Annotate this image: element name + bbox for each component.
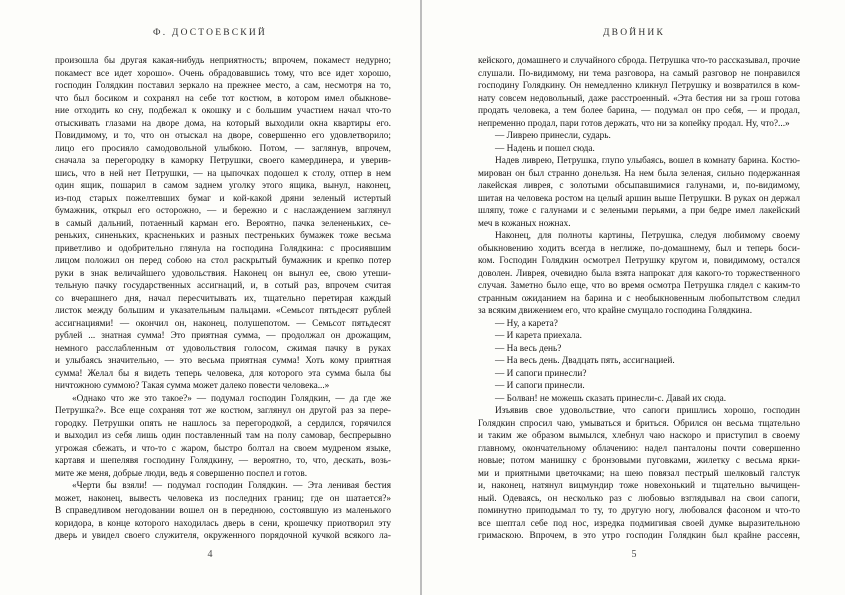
text-line: «Черти бы взяли! — подумал господин Голядкин. — Эта ленивая бестия xyxy=(72,481,391,491)
text-line: из-под старых пожелтевших бумаг и кой-какой дряни зеленый истертый xyxy=(55,193,391,204)
text-line: — На весь день? xyxy=(495,343,562,354)
text-line: — Ну, а карета? xyxy=(495,318,558,329)
text-line: — И сапоги принесли. xyxy=(495,381,585,391)
text-line: угрожая сбежать, и что-то с жаром, быстро болтал на своем мудреном языке, xyxy=(55,443,391,454)
text-line: — И сапоги принесли? xyxy=(495,368,587,379)
text-line: шись, что в ней нет Петрушки, — на цыпочках подошел к столу, отпер в нем xyxy=(55,168,391,179)
text-line: главному, окончательному облачению: надел панталоны почти совершенно xyxy=(478,443,800,454)
text-line: отыскивать глазами на дворе дома, на который выходили окна квартиры его. xyxy=(55,118,391,129)
text-line: ассигнациями! — окончил он, наконец, полушепотом. — Семьсот пятьдесят xyxy=(55,318,391,329)
text-line: мите же меня, добрые люди, ведь я совершенно поспел и готов. xyxy=(55,468,308,479)
text-line: «Однако что же это такое?» — подумал господин Голядкин, — да где же xyxy=(72,393,391,404)
text-line: ми и приятными цветочками; на шею повязал пестрый шелковый галстук xyxy=(478,468,800,479)
text-line: ние отходить ко сну, подбежал к окошку и с большим участием начал что-то xyxy=(55,106,391,116)
text-line: Петрушка?». Все еще сохраняя тот же костюм, заглянул он другой раз за пере- xyxy=(55,406,391,416)
text-line: кейского, домашнего и случайного сброда. Петрушка что-то рассказывал, прочие xyxy=(478,56,800,66)
text-line: непременно продал, пари готов держать, что ни за копейку продал. Ну, что?...» xyxy=(478,118,790,129)
text-line: — Ливрею принесли, сударь. xyxy=(495,131,611,141)
text-line: сначала за перегородку в каморку Петрушки, своего камердинера, и уверив- xyxy=(55,156,391,166)
text-line: мирован он был странно донельзя. На нем была зеленая, сильно подержанная xyxy=(478,168,800,179)
text-line: В справедливом негодовании вошел он в переднюю, состоявшую из маленького xyxy=(55,506,391,516)
text-line: все шептал себе под нос, изредка подмигивая своей думке выразительною xyxy=(478,518,800,529)
text-line: новые; потом манишку с бронзовыми пуговками, жилетку с весьма ярки- xyxy=(478,456,800,466)
text-line: в самый дальний, потаенный карман его. Вероятно, пачка зелененьких, се- xyxy=(55,218,391,229)
text-block xyxy=(55,55,391,543)
text-line: реньких, синеньких, красненьких и разных пестреньких бумажек тоже весьма xyxy=(55,231,391,241)
text-line: Голядкин спросил чаю, умываться и бриться. Обрился он весьма тщательно xyxy=(478,418,800,429)
text-line: что был босиком и сохранял на себе тот костюм, в котором имел обыкнове- xyxy=(55,93,391,104)
text-line: Изъявив свое удовольствие, что сапоги пришлись хорошо, господин xyxy=(495,406,800,416)
text-line: Наконец, для полноты картины, Петрушка, следуя любимому своему xyxy=(495,231,800,241)
running-header-title: ДВОЙНИК xyxy=(603,28,665,38)
text-line: и, наконец, натянул вицмундир тоже новехонький и тщательно вычищен- xyxy=(478,481,800,491)
text-line: картавя и шепелявя господину Голядкину, — вероятно, то, что, дескать, возь- xyxy=(55,456,391,466)
text-line: со вчерашнего дня, начал пересчитывать их, тщательно перетирая каждый xyxy=(55,293,391,304)
text-line: — Надень и пошел сюда. xyxy=(495,143,595,154)
text-line: может, наконец, вывесть человека из последних границ; где он шатается?» xyxy=(55,493,391,504)
page-right xyxy=(423,0,845,595)
text-line: руки в знак величайшего удовольствия. Наконец он вынул ее, свою утеши- xyxy=(55,268,391,279)
text-line: ком. Господин Голядкин осмотрел Петрушку кругом и, повидимому, остался xyxy=(478,256,800,266)
text-line: шляпу, тоже с галунами и с зелеными перьями, а при бедре имел лакейский xyxy=(478,206,800,216)
text-line: приветливо и одобрительно глянула на господина Голядкина: с просиявшим xyxy=(55,243,391,254)
page-number: 5 xyxy=(631,549,637,560)
text-line: — Болван! не можешь сказать принесли-с. Давай их сюда. xyxy=(495,393,727,404)
text-line: ный. Одеваясь, он несколько раз с любовью взглядывал на свои сапоги, xyxy=(478,493,800,504)
text-line: один ящик, пошарил в самом заднем уголку этого ящика, вынул, наконец, xyxy=(55,181,391,191)
text-line: — И карета приехала. xyxy=(495,331,582,341)
text-line: обыкновению ходить всегда в неглиже, по-домашнему, был и теперь боси- xyxy=(478,243,800,254)
text-line: лицо его просияло самодовольной улыбкою. Потом, — заглянув, впрочем, xyxy=(55,143,391,154)
text-line: лицом положил он перед собою на стол раскрытый бумажник и крепко потер xyxy=(55,256,391,266)
text-block xyxy=(478,55,800,543)
text-line: ничтожною суммою? Такая сумма может далеко повести человека...» xyxy=(55,381,330,391)
text-line: и выходил из себя лишь один поставленный там на полу самовар, беспрерывно xyxy=(55,431,391,441)
text-line: произошла бы другая какая-нибудь неприятность; впрочем, покамест недурно; xyxy=(55,56,391,66)
text-line: доволен. Ливрея, очевидно была взята напрокат для какого-то торжественного xyxy=(478,268,800,279)
text-line: странным ожиданием на барина и с необыкновенным любопытством следил xyxy=(478,293,800,304)
text-line: шитая на человека ростом на целый аршин выше Петрушки. В руках он держал xyxy=(478,193,800,204)
text-line: Надев ливрею, Петрушка, глупо улыбаясь, вошел в комнату барина. Костю- xyxy=(495,156,800,166)
text-line: господину Голядкину. Он немедленно кликнул Петрушку и возвратился в ком- xyxy=(478,81,800,91)
text-line: немного расслабленным от удовольствия голосом, сжимая пачку в руках xyxy=(55,343,391,354)
text-line: Повидимому, и то, что он отыскал на дворе, совершенно его удовлетворило; xyxy=(55,131,391,141)
text-line: дверь и увидел своего служителя, окруженного порядочной кучкой всякого ла- xyxy=(55,531,391,541)
text-line: покамест все идет хорошо». Очень обрадовавшись тому, что все идет хорошо, xyxy=(55,68,391,79)
text-line: бумажник, открыл его осторожно, — и бережно и с наслаждением заглянул xyxy=(55,206,391,216)
text-line: меч в кожаных ножнах. xyxy=(478,218,571,229)
text-line: гримаскою. Впрочем, в это утро господин Голядкин был крайне рассеян, xyxy=(478,531,800,541)
text-line: поминутно приподымал то ту, то другую ногу, любовался фасоном и что-то xyxy=(478,506,800,516)
text-line: — На весь день. Двадцать пять, ассигнацией. xyxy=(495,356,675,366)
page-divider xyxy=(420,0,422,595)
text-line: коридора, в конце которого находилась дверь в сени, крошечку приотворил эту xyxy=(55,518,391,529)
running-header-author: Ф. ДОСТОЕВСКИЙ xyxy=(153,28,267,38)
text-line: нату совсем недовольный, даже расстроенный. «Эта бестия ни за грош готова xyxy=(478,93,800,104)
text-line: господин Голядкин поставил зеркало на прежнее место, а сам, несмотря на то, xyxy=(55,81,391,91)
text-line: рублей ... знатная сумма! Это приятная сумма, — продолжал он дрожащим, xyxy=(55,331,391,341)
text-line: за всяким движением его, что крайне смущало господина Голядкина. xyxy=(478,306,753,316)
text-line: продать человека, а тем более барина, — подумал он про себя, — и продал, xyxy=(478,106,800,116)
text-line: сумма! Желал бы я видеть теперь человека, для которого эта сумма была бы xyxy=(55,368,391,379)
page-number: 4 xyxy=(207,549,213,560)
text-line: тельную пачку государственных ассигнаций, и, в сотый раз, впрочем считая xyxy=(55,281,391,291)
text-line: и улыбаясь значительно, — это весьма приятная сумма! Хоть кому приятная xyxy=(55,356,391,366)
text-line: слушали. По-видимому, ни тема разговора, на самый разговор не понравился xyxy=(478,68,800,79)
page-left xyxy=(0,0,420,595)
text-line: листок между большим и указательным пальцами. «Семьсот пятьдесят рублей xyxy=(55,306,391,316)
text-line: случая. Заметно было еще, что во время осмотра Петрушка глядел с каким-то xyxy=(478,281,800,291)
text-line: и таким же образом вымылся, хлебнул чаю наскоро и приступил в своему xyxy=(478,431,800,441)
text-line: лакейская ливрея, с золотыми обсыпавшимися галунами, и, по-видимому, xyxy=(478,181,800,191)
text-line: городку. Петрушки опять не нашлось за перегородкой, а сердился, горячился xyxy=(55,418,391,429)
